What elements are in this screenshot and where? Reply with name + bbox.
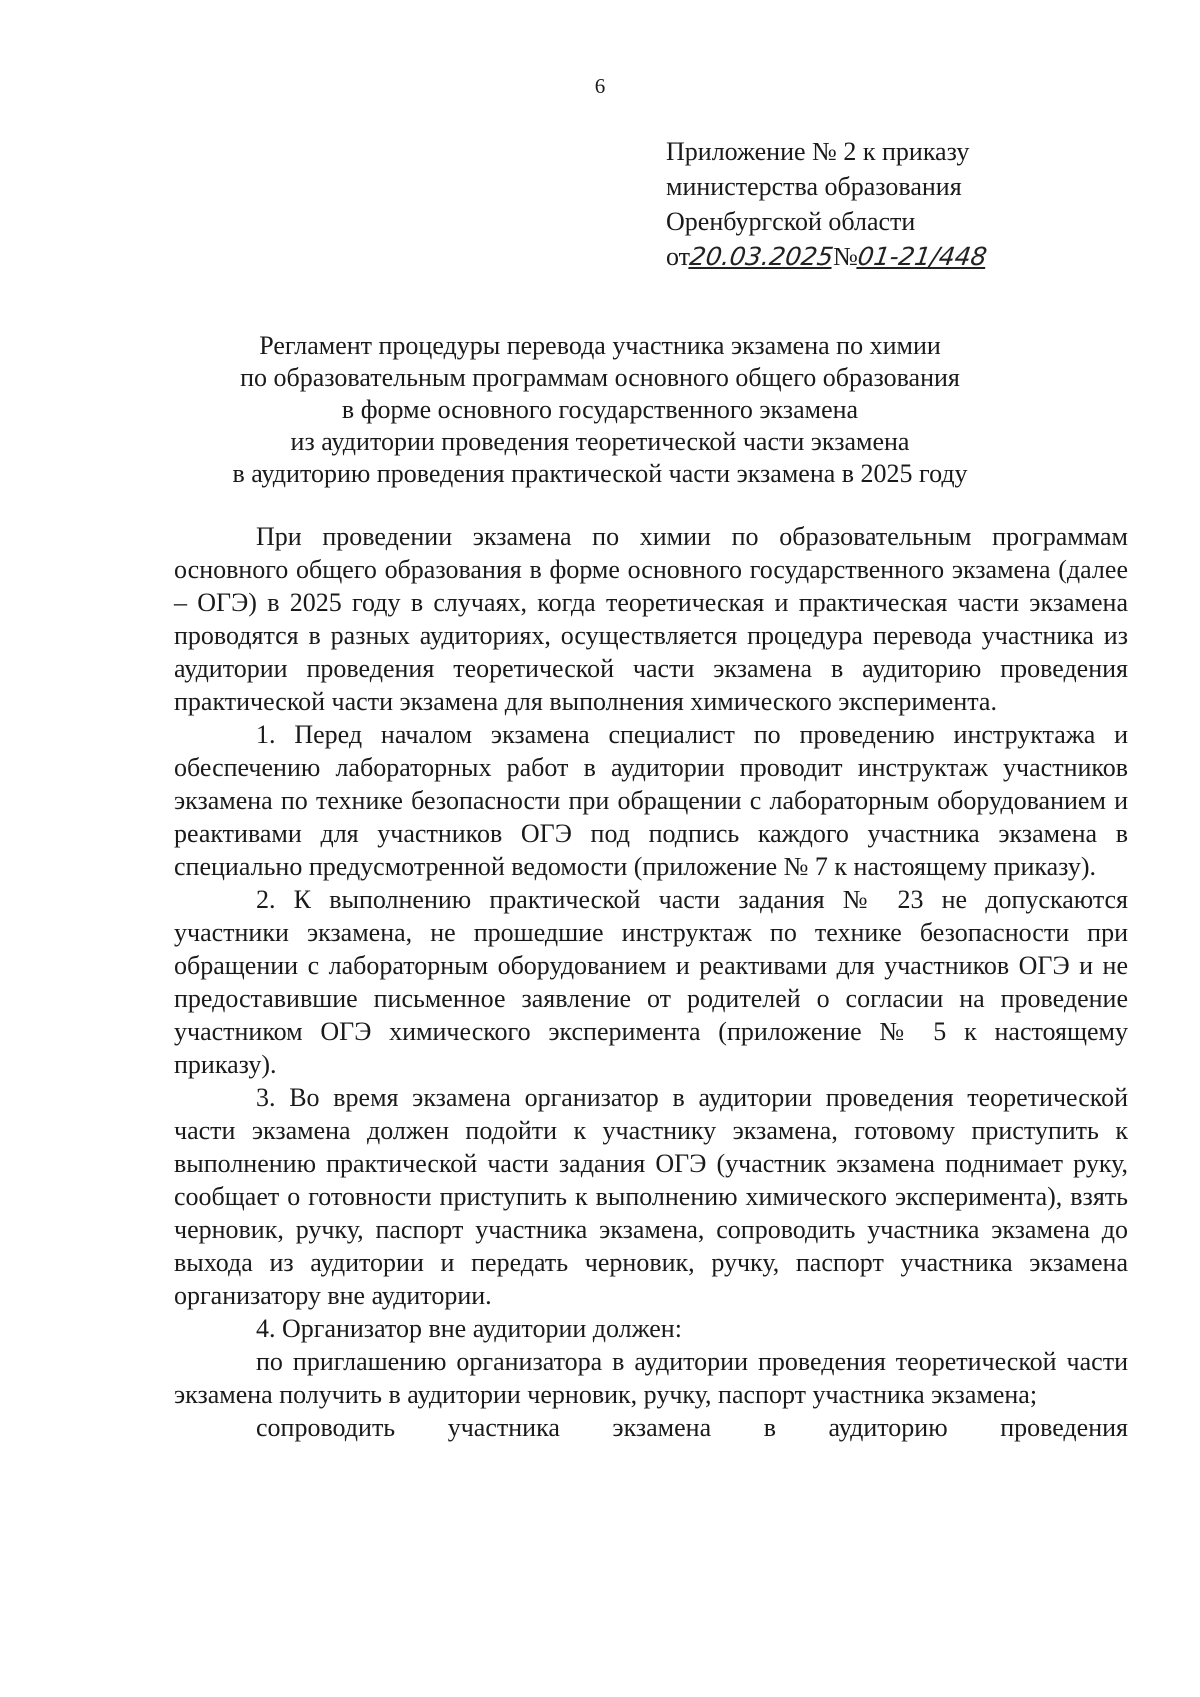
title-line-5: в аудиторию проведения практической части экзамена в 2025 году: [232, 459, 968, 488]
title-line-4: из аудитории проведения теоретической части экзамена: [290, 427, 910, 456]
document-body: [174, 520, 1128, 1444]
paragraph-item-1: 1. Перед началом экзамена специалист по проведению инструктажа и обеспечению лабораторных работ в аудитории проводит инструктаж участников экзамена по технике безопасности при обращении с лабораторным оборудованием и реактивами для участников ОГЭ под подпись каждого участника экзамена в специально предусмотренной ведомости (приложение № 7 к настоящему приказу).: [174, 720, 1128, 881]
paragraph-item-4-sub-2: сопроводить участника экзамена в аудиторию проведения: [256, 1413, 1128, 1442]
order-prefix: от: [666, 242, 691, 271]
order-number-label: №: [833, 242, 858, 271]
order-date-handwritten: 20.03.2025: [687, 242, 836, 271]
appendix-line-1: Приложение № 2 к приказу: [666, 137, 970, 166]
document-title: [200, 330, 1000, 490]
page-number: 6: [594, 74, 606, 98]
order-reference: [666, 239, 987, 274]
paragraph-item-2: 2. К выполнению практической части задания № 23 не допускаются участники экзамена, не прошедшие инструктаж по технике безопасности при обращении с лабораторным оборудованием и реактивами для участников ОГЭ и не предоставившие письменное заявление от родителей о согласии на проведение участником ОГЭ химического эксперимента (приложение № 5 к настоящему приказу).: [174, 885, 1128, 1079]
order-number-handwritten: 01-21/448: [855, 242, 989, 271]
paragraph-item-4: 4. Организатор вне аудитории должен:: [256, 1314, 682, 1343]
paragraph-item-4-sub-1: по приглашению организатора в аудитории проведения теоретической части экзамена получить в аудитории черновик, ручку, паспорт участника экзамена;: [174, 1347, 1128, 1409]
appendix-header: [666, 134, 987, 274]
paragraph-item-3: 3. Во время экзамена организатор в аудитории проведения теоретической части экзамена должен подойти к участнику экзамена, готовому приступить к выполнению практической части задания ОГЭ (участник экзамена поднимает руку, сообщает о готовности приступить к выполнению химического эксперимента), взять черновик, ручку, паспорт участника экзамена, сопроводить участника экзамена до выхода из аудитории и передать черновик, ручку, паспорт участника экзамена организатору вне аудитории.: [174, 1083, 1128, 1310]
title-line-3: в форме основного государственного экзамена: [341, 395, 859, 424]
title-line-1: Регламент процедуры перевода участника экзамена по химии: [259, 331, 941, 360]
appendix-line-2: министерства образования: [666, 172, 962, 201]
title-line-2: по образовательным программам основного общего образования: [240, 363, 960, 392]
paragraph-intro: При проведении экзамена по химии по образовательным программам основного общего образования в форме основного государственного экзамена (далее – ОГЭ) в 2025 году в случаях, когда теоретическая и практическая части экзамена проводятся в разных аудиториях, осуществляется процедура перевода участника из аудитории проведения теоретической части экзамена в аудиторию проведения практической части экзамена для выполнения химического эксперимента.: [174, 522, 1128, 716]
appendix-line-3: Оренбургской области: [666, 207, 916, 236]
